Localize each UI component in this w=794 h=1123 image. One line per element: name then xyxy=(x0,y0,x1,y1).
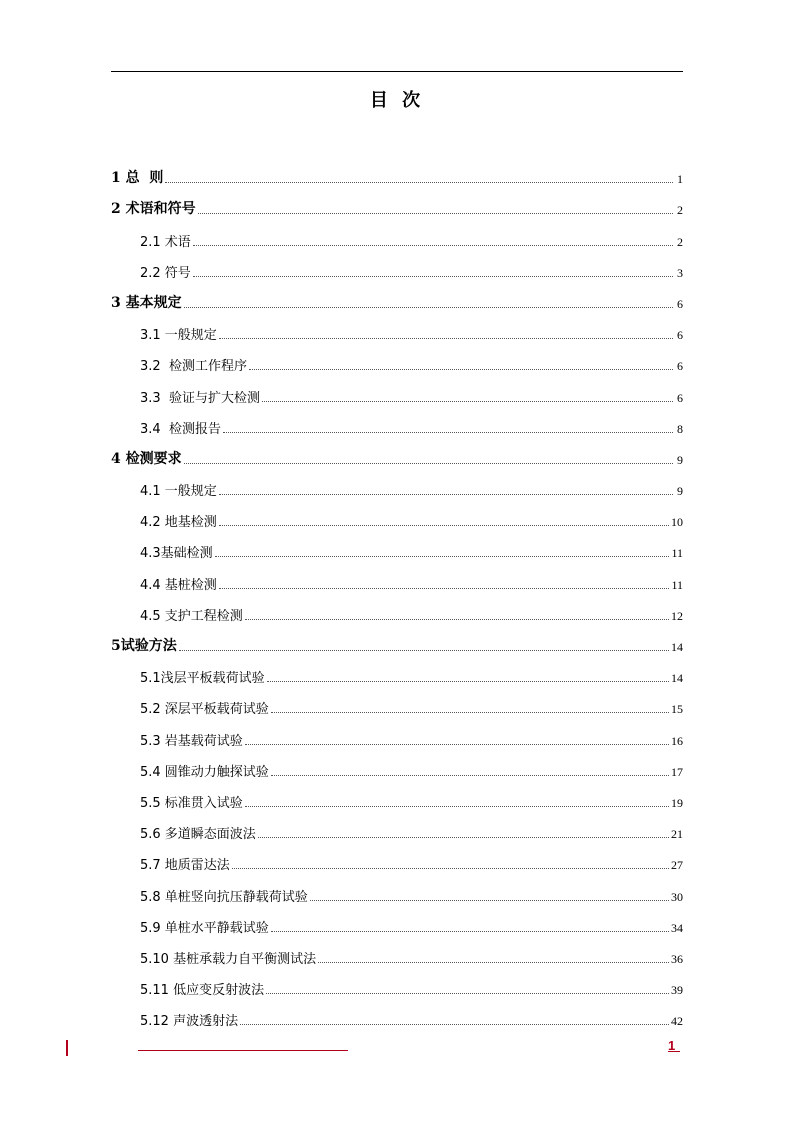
footer-margin-bar xyxy=(66,1040,68,1056)
toc-entry-page: 36 xyxy=(671,951,683,966)
toc-entry-title: 5.9 单桩水平静载试验 xyxy=(140,920,269,936)
toc-section-entry[interactable] xyxy=(111,378,683,409)
toc-dot-leader xyxy=(165,182,673,183)
toc-dot-leader xyxy=(219,494,673,495)
toc-entry-page: 14 xyxy=(671,671,683,686)
toc-entry-page: 42 xyxy=(671,1014,683,1029)
toc-entry-title: 5.4 圆锥动力触探试验 xyxy=(140,764,269,780)
toc-dot-leader xyxy=(240,1024,669,1025)
toc-entry-page: 6 xyxy=(677,296,683,311)
toc-dot-leader xyxy=(223,432,673,433)
toc-section-entry[interactable] xyxy=(111,503,683,534)
toc-dot-leader xyxy=(249,369,673,370)
toc-entry-page: 12 xyxy=(671,608,683,623)
toc-entry-page: 8 xyxy=(677,421,683,436)
toc-entry-page: 6 xyxy=(677,328,683,343)
toc-dot-leader xyxy=(215,556,670,557)
toc-entry-page: 27 xyxy=(671,858,683,873)
toc-dot-leader xyxy=(245,744,669,745)
toc-entry-title: 3.1 一般规定 xyxy=(140,328,217,344)
toc-dot-leader xyxy=(184,307,673,308)
toc-entry-title: 4.3基础检测 xyxy=(140,546,213,562)
toc-chapter-entry[interactable] xyxy=(111,160,683,191)
toc-section-entry[interactable] xyxy=(111,909,683,940)
toc-dot-leader xyxy=(318,962,669,963)
toc-chapter-entry[interactable] xyxy=(111,441,683,472)
toc-entry-page: 10 xyxy=(671,515,683,530)
toc-section-entry[interactable] xyxy=(111,971,683,1002)
toc-entry-title: 5.7 地质雷达法 xyxy=(140,858,230,874)
toc-entry-page: 9 xyxy=(677,484,683,499)
page-title: 目 次 xyxy=(369,90,425,111)
toc-section-entry[interactable] xyxy=(111,753,683,784)
toc-dot-leader xyxy=(258,837,669,838)
toc-section-entry[interactable] xyxy=(111,597,683,628)
toc-dot-leader xyxy=(271,931,669,932)
toc-dot-leader xyxy=(193,276,673,277)
toc-entry-title: 4 检测要求 xyxy=(111,450,182,467)
toc-section-entry[interactable] xyxy=(111,784,683,815)
toc-section-entry[interactable] xyxy=(111,690,683,721)
footer-page-underline xyxy=(668,1051,680,1052)
toc-entry-page: 6 xyxy=(677,390,683,405)
toc-chapter-entry[interactable] xyxy=(111,285,683,316)
toc-dot-leader xyxy=(262,401,673,402)
toc-dot-leader xyxy=(219,525,669,526)
toc-entry-page: 11 xyxy=(671,546,683,561)
toc-entry-title: 5.5 标准贯入试验 xyxy=(140,795,243,811)
toc-entry-title: 5试验方法 xyxy=(111,638,177,654)
toc-section-entry[interactable] xyxy=(111,410,683,441)
toc-dot-leader xyxy=(245,619,669,620)
toc-entry-page: 19 xyxy=(671,795,683,810)
toc-section-entry[interactable] xyxy=(111,222,683,253)
toc-section-entry[interactable] xyxy=(111,1002,683,1033)
toc-entry-title: 4.4 基桩检测 xyxy=(140,577,217,593)
toc-section-entry[interactable] xyxy=(111,472,683,503)
toc-entry-page: 30 xyxy=(671,889,683,904)
toc-entry-page: 1 xyxy=(677,172,683,187)
toc-chapter-entry[interactable] xyxy=(111,628,683,659)
toc-entry-page: 2 xyxy=(677,234,683,249)
toc-section-entry[interactable] xyxy=(111,316,683,347)
toc-entry-title: 2.1 术语 xyxy=(140,234,191,250)
toc-dot-leader xyxy=(266,993,669,994)
toc-entry-title: 5.10 基桩承载力自平衡测试法 xyxy=(140,951,317,967)
toc-section-entry[interactable] xyxy=(111,659,683,690)
toc-dot-leader xyxy=(219,588,670,589)
toc-entry-title: 5.2 深层平板载荷试验 xyxy=(140,702,269,718)
toc-entry-page: 15 xyxy=(671,702,683,717)
table-of-contents xyxy=(111,160,683,1033)
toc-entry-page: 21 xyxy=(671,827,683,842)
toc-entry-title: 5.12 声波透射法 xyxy=(140,1014,239,1030)
toc-entry-title: 5.3 岩基载荷试验 xyxy=(140,733,243,749)
toc-chapter-entry[interactable] xyxy=(111,191,683,222)
toc-section-entry[interactable] xyxy=(111,534,683,565)
toc-entry-page: 6 xyxy=(677,359,683,374)
toc-entry-title: 3.2 检测工作程序 xyxy=(140,359,247,375)
header-rule xyxy=(111,71,683,72)
toc-entry-title: 4.5 支护工程检测 xyxy=(140,608,243,624)
toc-section-entry[interactable] xyxy=(111,347,683,378)
toc-dot-leader xyxy=(245,806,669,807)
toc-entry-page: 3 xyxy=(677,265,683,280)
toc-entry-title: 5.8 单桩竖向抗压静载荷试验 xyxy=(140,889,308,905)
toc-dot-leader xyxy=(198,213,673,214)
toc-entry-page: 16 xyxy=(671,733,683,748)
toc-entry-title: 4.2 地基检测 xyxy=(140,515,217,531)
toc-dot-leader xyxy=(271,712,669,713)
toc-entry-title: 3.4 检测报告 xyxy=(140,421,221,437)
toc-dot-leader xyxy=(179,650,669,651)
toc-section-entry[interactable] xyxy=(111,846,683,877)
toc-entry-title: 3.3 验证与扩大检测 xyxy=(140,390,260,406)
toc-entry-title: 2.2 符号 xyxy=(140,265,191,281)
toc-section-entry[interactable] xyxy=(111,254,683,285)
toc-entry-page: 9 xyxy=(677,452,683,467)
toc-section-entry[interactable] xyxy=(111,877,683,908)
toc-entry-page: 17 xyxy=(671,764,683,779)
toc-entry-page: 14 xyxy=(671,640,683,654)
toc-entry-title: 1 总 则 xyxy=(111,170,164,187)
toc-entry-title: 5.6 多道瞬态面波法 xyxy=(140,827,256,843)
toc-dot-leader xyxy=(184,463,673,464)
toc-dot-leader xyxy=(271,775,669,776)
toc-entry-page: 39 xyxy=(671,983,683,998)
toc-section-entry[interactable] xyxy=(111,815,683,846)
toc-section-entry[interactable] xyxy=(111,721,683,752)
toc-entry-page: 11 xyxy=(671,577,683,592)
toc-dot-leader xyxy=(267,681,669,682)
toc-entry-title: 3 基本规定 xyxy=(111,294,182,311)
toc-section-entry[interactable] xyxy=(111,565,683,596)
toc-entry-title: 5.11 低应变反射波法 xyxy=(140,983,265,999)
toc-entry-title: 2 术语和符号 xyxy=(111,201,196,218)
toc-entry-title: 4.1 一般规定 xyxy=(140,484,217,500)
toc-entry-page: 2 xyxy=(677,203,683,218)
toc-entry-page: 34 xyxy=(671,920,683,935)
toc-dot-leader xyxy=(310,900,669,901)
footer-page-number: 1 xyxy=(668,1038,676,1053)
toc-section-entry[interactable] xyxy=(111,940,683,971)
toc-dot-leader xyxy=(232,868,669,869)
toc-dot-leader xyxy=(193,245,673,246)
toc-dot-leader xyxy=(219,338,673,339)
toc-entry-title: 5.1浅层平板载荷试验 xyxy=(140,671,265,687)
footer-rule xyxy=(138,1050,348,1051)
